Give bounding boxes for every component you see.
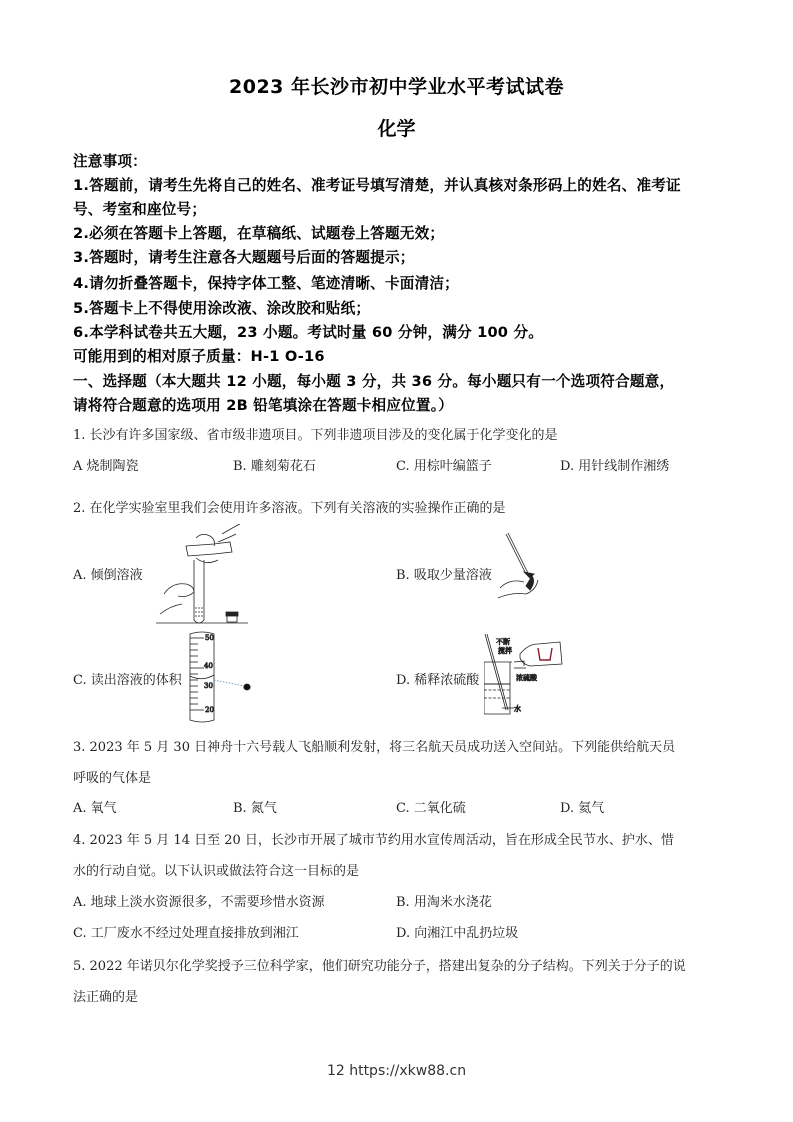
notice-line: 号、考室和座位号；	[73, 201, 207, 218]
graduated-cylinder-figure	[188, 630, 258, 725]
option-b: B. 雕刻菊花石	[233, 459, 316, 474]
svg-text:水: 水	[514, 705, 521, 713]
section-header: 一、选择题（本大题共 12 小题，每小题 3 分，共 36 分。每小题只有一个选项符合题意，	[73, 373, 675, 390]
notice-line: 3.答题时，请考生注意各大题题号后面的答题提示；	[73, 249, 415, 266]
option-b: B. 用淘米水浇花	[396, 895, 492, 910]
subject-title: 化学	[377, 118, 416, 140]
page-footer: 12 https://xkw88.cn	[326, 1063, 467, 1079]
pouring-liquid-figure	[152, 524, 252, 624]
question-stem: 5. 2022 年诺贝尔化学奖授予三位科学家，他们研究功能分子，搭建出复杂的分子结构。下列关于分子的说	[73, 959, 686, 974]
question-stem: 呼吸的气体是	[73, 771, 152, 786]
option-b: B. 氮气	[233, 801, 277, 816]
question-stem: 2. 在化学实验室里我们会使用许多溶液。下列有关溶液的实验操作正确的是	[73, 501, 506, 516]
option-c: C. 用棕叶编篮子	[396, 459, 492, 474]
tick-label: 40	[204, 662, 213, 670]
question-stem: 4. 2023 年 5 月 14 日至 20 日，长沙市开展了城市节约用水宣传周活动，旨在形成全民节水、护水、惜	[73, 833, 674, 848]
option-d: D. 向湘江中乱扔垃圾	[396, 926, 519, 941]
option-d: D. 氦气	[560, 801, 605, 816]
option-c: C. 二氧化硫	[396, 801, 466, 816]
option-b: B. 吸取少量溶液	[396, 568, 492, 583]
question-stem: 法正确的是	[73, 990, 139, 1005]
question-stem: 1. 长沙有许多国家级、省市级非遗项目。下列非遗项目涉及的变化属于化学变化的是	[73, 428, 558, 443]
notice-line: 1.答题前，请考生先将自己的姓名、准考证号填写清楚，并认真核对条形码上的姓名、准考证	[73, 177, 681, 194]
option-a: A 烧制陶瓷	[73, 459, 139, 474]
dropper-figure	[496, 532, 556, 602]
exam-title: 2023 年长沙市初中学业水平考试试卷	[229, 76, 564, 98]
question-stem: 3. 2023 年 5 月 30 日神舟十六号载人飞船顺利发射，将三名航天员成功送入空间站。下列能供给航天员	[73, 740, 676, 755]
option-a: A. 地球上淡水资源很多，不需要珍惜水资源	[73, 895, 325, 910]
notice-line: 6.本学科试卷共五大题，23 小题。考试时量 60 分钟，满分 100 分。	[73, 324, 544, 341]
section-header: 请将符合题意的选项用 2B 铅笔填涂在答题卡相应位置。）	[73, 397, 453, 414]
option-d: D. 用针线制作湘绣	[560, 459, 670, 474]
notice-line: 5.答题卡上不得使用涂改液、涂改胶和贴纸；	[73, 300, 371, 317]
svg-text:搅拌: 搅拌	[498, 647, 512, 655]
dilute-acid-figure	[484, 634, 564, 716]
option-d: D. 稀释浓硫酸	[396, 673, 480, 688]
option-a: A. 倾倒溶液	[73, 568, 143, 583]
notice-line: 4.请勿折叠答题卡，保持字体工整、笔迹清晰、卡面清洁；	[73, 275, 459, 292]
notice-heading: 注意事项：	[73, 153, 147, 170]
question-stem: 水的行动自觉。以下认识或做法符合这一目标的是	[73, 864, 360, 879]
option-c: C. 工厂废水不经过处理直接排放到湘江	[73, 926, 299, 941]
svg-text:浓硫酸: 浓硫酸	[516, 674, 537, 682]
tick-label: 20	[205, 706, 214, 714]
tick-label: 50	[205, 634, 214, 642]
svg-text:不断: 不断	[496, 638, 510, 646]
notice-line: 2.必须在答题卡上答题，在草稿纸、试题卷上答题无效；	[73, 225, 445, 242]
option-c: C. 读出溶液的体积	[73, 673, 182, 688]
atomic-mass-line: 可能用到的相对原子质量：H-1 O-16	[73, 348, 325, 365]
tick-label: 30	[204, 682, 213, 690]
option-a: A. 氧气	[73, 801, 117, 816]
